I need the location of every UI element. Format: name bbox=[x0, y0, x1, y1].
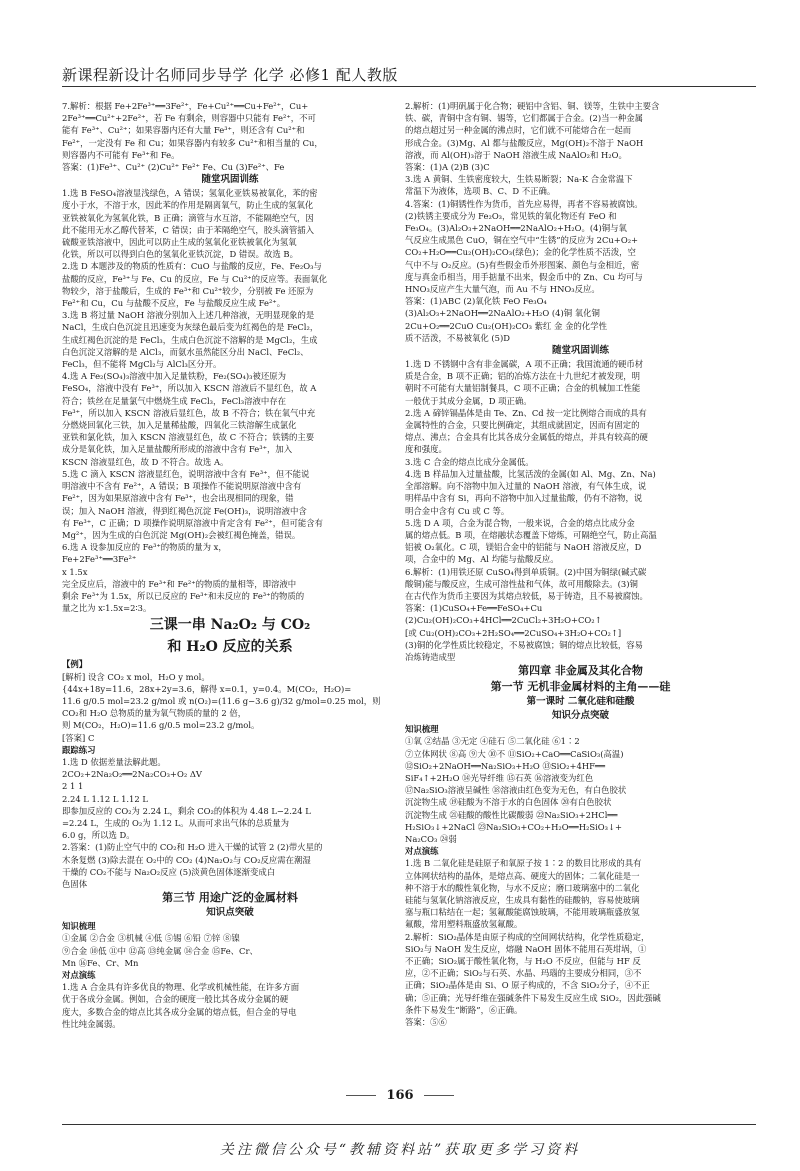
section-heading: 知识点突破 bbox=[206, 907, 254, 919]
text-line: 答案：(1)A (2)B (3)C bbox=[405, 162, 490, 173]
text-line: 的熔点超过另一种金属的沸点时，它们就不可能熔合在一起而 bbox=[405, 125, 632, 136]
text-line: 11.6 g/0.5 mol=23.2 g/mol 或 n(O₂)=(11.6 g−3.6 g)/32 g/mol=0.25 mol，则 bbox=[62, 695, 381, 706]
text-line: 1.选 A 合金具有许多优良的物理、化学或机械性能，在许多方面 bbox=[62, 982, 300, 993]
text-line: ⑦立体网状 ⑧高 ⑨大 ⑩不 ⑪SiO₂+CaO══CaSiO₃(高温) bbox=[405, 748, 624, 759]
text-line: 4.选 B 样品加入过量盐酸，比氢活泼的金属(如 Al、Mg、Zn、Na) bbox=[405, 468, 656, 479]
text-line: 形成合金。(3)Mg、Al 都与盐酸反应，Mg(OH)₂不溶于 NaOH bbox=[405, 137, 644, 148]
running-header: 新课程新设计名师同步导学 化学 必修1 配人教版 bbox=[62, 66, 398, 84]
section-heading: 三课一串 Na₂O₂ 与 CO₂ bbox=[149, 617, 311, 634]
text-line: CO₂和 H₂O 总物质的量为氧气物质的量的 2 倍， bbox=[62, 708, 247, 719]
text-line: 在古代作为货币主要因为其熔点较低，易于铸造，且不易被腐蚀。 bbox=[405, 590, 648, 601]
text-line: 3.选 C 合金的熔点比成分金属低。 bbox=[405, 456, 534, 467]
text-line: 剩余 Fe³⁺为 1.5x，所以已反应的 Fe³⁺和未反应的 Fe³⁺的物质的 bbox=[62, 590, 305, 601]
text-line: Na₂CO₃ ㉔弱 bbox=[405, 833, 457, 844]
section-heading: 第三节 用途广泛的金属材料 bbox=[162, 891, 298, 905]
text-line: 亚铁和氯化铁，加入 KSCN 溶液显红色，故 C 不符合；铁锈的主要 bbox=[62, 432, 315, 443]
text-line: 亚铁被氧化为氢氧化铁，B 正确；滴管与水互溶，不能隔绝空气，因 bbox=[62, 212, 314, 223]
text-line: 正确；SiO₂晶体是由 Si、O 原子构成的，不含 SiO₂分子，④不正 bbox=[405, 980, 650, 991]
text-line: 答案：(1)ABC (2)氧化铁 FeO Fe₃O₄ bbox=[405, 296, 547, 307]
text-line: ⑨合金 ⑩低 ⑪中 ⑫高 ⑬纯金属 ⑭合金 ⑮Fe、Cr、 bbox=[62, 945, 258, 956]
text-line: 能有 Fe³⁺、Cu²⁺；如果容器内还有大量 Fe³⁺，则还含有 Cu²⁺和 bbox=[62, 125, 305, 136]
section-heading: 知识分点突破 bbox=[551, 710, 609, 722]
text-line: 气中不与 O₂反应。(5)有些假金币外形图案、颜色与金相近，密 bbox=[405, 259, 640, 270]
text-line: 5.选 D A 项，合金为混合物，一般来说，合金的熔点比成分金 bbox=[405, 517, 635, 528]
text-line: 度与真金币相当，用手掂量不出来，假金币中的 Zn、Cu 均可与 bbox=[405, 271, 643, 282]
text-line: SiF₄↑+2H₂O ⑭光导纤维 ⑮石英 ⑯溶液变为红色 bbox=[405, 772, 594, 783]
text-line: 铝被 O₂氧化。C 项，镁铝合金中的铝能与 NaOH 溶液反应，D bbox=[405, 542, 642, 553]
text-line: 塞与瓶口粘结在一起；氢氟酸能腐蚀玻璃，不能用玻璃瓶盛放氢 bbox=[405, 907, 640, 918]
text-line: x 1.5x bbox=[62, 566, 88, 577]
text-line: 7.解析：根据 Fe+2Fe³⁺══3Fe²⁺，Fe+Cu²⁺══Cu+Fe²⁺，Cu+ bbox=[62, 101, 309, 111]
section-heading: 第四章 非金属及其化合物 bbox=[518, 664, 643, 678]
text-line: 误；加入 NaOH 溶液，得到红褐色沉淀 Fe(OH)₃，说明溶液中含 bbox=[62, 505, 307, 516]
text-line: 6.0 g，所以选 D。 bbox=[62, 830, 135, 841]
text-line: 6.选 A 设参加反应的 Fe³⁺的物质的量为 x， bbox=[62, 542, 227, 553]
text-line: 答案：⑤⑥ bbox=[405, 1017, 447, 1028]
text-line: HNO₃反应产生大量气泡，而 Au 不与 HNO₃反应。 bbox=[405, 284, 600, 295]
text-line: {44x+18y=11.6，28x+2y=3.6，解得 x=0.1，y=0.4。M(CO₂，H₂O)= bbox=[62, 683, 352, 694]
text-line: Fe²⁺和 Cu，Cu 与盐酸不反应，Fe 与盐酸反应生成 Fe²⁺。 bbox=[62, 298, 286, 309]
text-line: 气反应生成黑色 CuO，铜在空气中“生锈”的反应为 2Cu+O₂+ bbox=[405, 235, 639, 246]
text-line: 2Cu+O₂══2CuO Cu₂(OH)₂CO₃ 紫红 金 金的化学性 bbox=[405, 320, 607, 331]
text-line: (3)铜的化学性质比较稳定，不易被腐蚀；铜的熔点比较低，容易 bbox=[405, 639, 643, 650]
text-line: FeSO₄，溶液中没有 Fe³⁺，所以加入 KSCN 溶液后不显红色，故 A bbox=[62, 383, 317, 394]
text-line: ①氧 ②结晶 ③无定 ④硅石 ⑤二氧化硅 ⑥1∶2 bbox=[405, 736, 580, 747]
text-line: 有 Fe³⁺，C 正确；D 项操作说明原溶液中肯定含有 Fe²⁺，但可能含有 bbox=[62, 517, 323, 528]
text-line: 盐酸的反应，Fe³⁺与 Fe、Cu 的反应，Fe 与 Cu²⁺的反应等。表面氧化 bbox=[62, 273, 327, 284]
text-line: Fe²⁺，因为如果原溶液中含有 Fe³⁺，也会出现相同的现象，错 bbox=[62, 493, 294, 504]
text-line: 酸铜)能与酸反应，生成可溶性盐和气体，故可用酸除去。(3)铜 bbox=[405, 578, 638, 589]
text-line: 6.解析：(1)用铁还原 CuSO₄得到单质铜。(2)中国为铜绿(碱式碳 bbox=[405, 566, 647, 577]
text-line: H₂SiO₃↓+2NaCl ㉓Na₂SiO₃+CO₂+H₂O══H₂SiO₃↓+ bbox=[405, 821, 623, 832]
text-line: 2 1 1 bbox=[62, 781, 84, 792]
text-line: 1.选 D 依据差量法解此题。 bbox=[62, 756, 166, 767]
section-heading: 第一节 无机非金属材料的主角——硅 bbox=[490, 680, 671, 694]
text-line: Fe₃O₄。(3)Al₂O₃+2NaOH══2NaAlO₂+H₂O。(4)铜与氧 bbox=[405, 223, 627, 234]
text-line: 沉淀物生成 ⑲硅酸为不溶于水的白色固体 ⑳有白色胶状 bbox=[405, 797, 612, 808]
text-line: KSCN 溶液显红色，故 D 不符合。故选 A。 bbox=[62, 456, 229, 467]
text-line: 质不活泼，不易被氧化 (5)D bbox=[405, 332, 510, 343]
text-line: 3.选 A 黄铜、生铁密度较大，生铁易断裂；Na-K 合金常温下 bbox=[405, 174, 633, 185]
page-number-row bbox=[0, 1088, 800, 1103]
text-line: 符合；铁丝在足量氯气中燃烧生成 FeCl₃，FeCl₃溶液中存在 bbox=[62, 395, 287, 406]
text-line: [答案] C bbox=[62, 732, 95, 743]
text-line: 2Fe³⁺══Cu²⁺+2Fe²⁺，若 Fe 有剩余，则容器中只能有 Fe²⁺，不可 bbox=[62, 113, 316, 124]
text-line: 全部溶解。向不溶物中加入过量的 NaOH 溶液，有气体生成，说 bbox=[405, 481, 647, 492]
text-line: 种不溶于水的酸性氧化物，与水不反应；磨口玻璃塞中的二氧化 bbox=[405, 882, 640, 893]
text-line: 质是合金，B 项不正确；铝的冶炼方法在十九世纪才被发现，明 bbox=[405, 371, 640, 382]
text-line: 2.选 A 碲锌镉晶体是由 Te、Zn、Cd 按一定比例熔合而成的具有 bbox=[405, 407, 647, 418]
text-line: 答案：(1)Fe³⁺、Cu²⁺ (2)Cu²⁺ Fe²⁺ Fe、Cu (3)Fe²⁺、Fe bbox=[62, 162, 285, 173]
text-line: Fe+2Fe³⁺══3Fe²⁺ bbox=[62, 554, 137, 565]
text-line: 铁、碳，青铜中含有铜、锡等，它们都属于合金。(2)当一种金属 bbox=[405, 113, 643, 124]
text-line: 氟酸，常用塑料瓶盛放氢氟酸。 bbox=[405, 919, 523, 930]
text-line: 则 M(CO₂，H₂O)=11.6 g/0.5 mol=23.2 g/mol。 bbox=[62, 720, 260, 731]
left-column bbox=[62, 100, 398, 1030]
text-line: 度和强度。 bbox=[405, 444, 447, 455]
subsection-heading: 对点演练 bbox=[405, 846, 439, 857]
text-line: 性比纯金属弱。 bbox=[62, 1018, 121, 1029]
text-line: CO₂+H₂O══Cu₂(OH)₂CO₃(绿色)；金的化学性质不活泼，空 bbox=[405, 247, 636, 258]
section-heading: 和 H₂O 反应的关系 bbox=[167, 639, 293, 656]
section-heading: 随堂巩固训练 bbox=[201, 174, 259, 186]
text-line: 量之比为 x∶1.5x=2∶3。 bbox=[62, 603, 152, 614]
text-line: 色固体 bbox=[62, 878, 88, 889]
text-line: 一般优于其成分金属，D 项正确。 bbox=[405, 395, 532, 406]
text-line: (2)Cu₂(OH)₂CO₃+4HCl══2CuCl₂+3H₂O+CO₂↑ bbox=[405, 615, 602, 626]
text-line: 完全反应后，溶液中的 Fe³⁺和 Fe²⁺的物质的量相等，即溶液中 bbox=[62, 578, 297, 589]
text-line: 溶液，而 Al(OH)₃溶于 NaOH 溶液生成 NaAlO₂和 H₂O。 bbox=[405, 149, 627, 160]
text-line: 度小于水，不溶于水，因此苯的作用是隔离氧气，防止生成的氢氧化 bbox=[62, 200, 314, 211]
text-line: 度大，多数合金的熔点比其各成分金属的熔点低，但合金的导电 bbox=[62, 1006, 297, 1017]
text-line: 属的熔点低。B 项，在熔融状态覆盖下熔炼，可隔绝空气，防止高温 bbox=[405, 529, 657, 540]
right-column bbox=[405, 100, 756, 1028]
text-line: 4.答案：(1)铜锈性作为货币，首先应易得，再者不容易被腐蚀。 bbox=[405, 198, 643, 209]
text-line: 此不能用无水乙醇代替苯，C 错误；由于苯隔绝空气，胶头滴管插入 bbox=[62, 224, 314, 235]
text-line: 2.答案：(1)防止空气中的 CO₂和 H₂O 进入干燥的试管 2 (2)带火星的 bbox=[62, 842, 323, 853]
subsection-heading: 跟踪练习 bbox=[62, 744, 96, 755]
text-line: 应，②不正确；SiO₂与石英、水晶、玛瑙的主要成分相同，③不 bbox=[405, 968, 642, 979]
text-line: 分燃烧回氧化三铁，加入足量稀盐酸，四氧化三铁溶解生成氯化 bbox=[62, 420, 297, 431]
text-line: Fe²⁺，一定没有 Fe 和 Cu；如果容器内有较多 Cu²⁺和相当量的 Cu， bbox=[62, 137, 323, 148]
text-line: 明样品中含有 Si，再向不溶物中加入过量盐酸，仍有不溶物，说 bbox=[405, 493, 643, 504]
text-line: 项，合金中的 Mg、Al 均能与盐酸反应。 bbox=[405, 554, 559, 565]
page-number-rule-left bbox=[346, 1095, 376, 1096]
text-line: 冶炼铸造成型 bbox=[405, 651, 456, 662]
text-line: 木条复燃 (3)除去混在 O₂中的 CO₂ (4)Na₂O₂与 CO₂反应需在潮湿 bbox=[62, 854, 311, 865]
text-line: 则容器内不可能有 Fe³⁺和 Fe。 bbox=[62, 149, 180, 160]
text-line: 熔点、沸点；合金具有比其各成分金属低的熔点，并具有较高的硬 bbox=[405, 432, 648, 443]
text-line: 化铁，所以可以得到白色的氢氧化亚铁沉淀，D 错误。故选 B。 bbox=[62, 249, 298, 260]
text-line: 2.解析：(1)明矾属于化合物；硬铝中含铝、铜、镁等，生铁中主要含 bbox=[405, 101, 660, 111]
text-line: ①金属 ②合金 ③机械 ④低 ⑤锡 ⑥铅 ⑦锌 ⑧镍 bbox=[62, 933, 240, 944]
text-line: 常温下为液体，选项 B、C、D 不正确。 bbox=[405, 186, 556, 197]
text-line: SiO₂与 NaOH 发生反应，熔融 NaOH 固体不能用石英坩埚，① bbox=[405, 943, 647, 954]
text-line: 金属特性的合金，只要比例确定，其组成就固定，因而有固定的 bbox=[405, 420, 640, 431]
page-number-rule-right bbox=[424, 1095, 454, 1096]
text-line: 硫酸亚铁溶液中，因此可以防止生成的氢氧化亚铁被氧化为氢氧 bbox=[62, 237, 297, 248]
text-line: Mn ⑯Fe、Cr、Mn bbox=[62, 957, 139, 968]
section-heading: 第一课时 二氧化硅和硅酸 bbox=[526, 696, 635, 708]
text-line: ⑰Na₂SiO₃溶液呈碱性 ⑱溶液由红色变为无色，有白色胶状 bbox=[405, 785, 627, 796]
page-number: 166 bbox=[386, 1088, 414, 1103]
text-line: 明溶液中不含有 Fe²⁺，A 错误；B 项操作不能说明原溶液中含有 bbox=[62, 481, 302, 492]
text-line: 明合金中含有 Cu 或 C 等。 bbox=[405, 505, 510, 516]
text-line: 硅能与氢氧化钠溶液反应，生成具有黏性的硅酸钠，容易使玻璃 bbox=[405, 894, 640, 905]
text-line: 1.选 B FeSO₄溶液显浅绿色，A 错误；氢氧化亚铁易被氧化，苯的密 bbox=[62, 188, 318, 199]
text-line: 5.选 C 滴入 KSCN 溶液显红色，说明溶液中含有 Fe³⁺，但不能说 bbox=[62, 468, 310, 479]
text-line: 1.选 B 二氧化硅是硅原子和氧原子按 1∶2 的数目比形成的具有 bbox=[405, 858, 642, 869]
text-line: 优于各成分金属。例如，合金的硬度一般比其各成分金属的硬 bbox=[62, 994, 289, 1005]
text-line: 2.解析：SiO₂晶体是由原子构成的空间网状结构，化学性质稳定， bbox=[405, 931, 650, 942]
text-line: 生成红褐色沉淀的是 FeCl₃，生成白色沉淀不溶解的是 MgCl₂，生成 bbox=[62, 334, 318, 345]
subsection-heading: 【例】 bbox=[62, 659, 88, 670]
text-line: (2)铁锈主要成分为 Fe₂O₃，常见铁的氧化物还有 FeO 和 bbox=[405, 210, 617, 221]
text-line: Fe³⁺，所以加入 KSCN 溶液后显红色，故 B 不符合；铁在氧气中充 bbox=[62, 407, 316, 418]
text-line: ⑫SiO₂+2NaOH══Na₂SiO₃+H₂O ⑬SiO₂+4HF══ bbox=[405, 760, 606, 771]
text-line: 条件下易发生“断路”，⑥正确。 bbox=[405, 1004, 523, 1015]
text-line: Mg²⁺，因为生成的白色沉淀 Mg(OH)₂会被红褐色掩盖，错误。 bbox=[62, 529, 301, 540]
text-line: 朝时不可能有大量铝制餐具，C 项不正确；合金的机械加工性能 bbox=[405, 383, 641, 394]
text-line: 4.选 A Fe₂(SO₄)₃溶液中加入足量铁粉，Fe₂(SO₄)₃被还原为 bbox=[62, 371, 287, 382]
text-line: 2CO₂+2Na₂O₂══2Na₂CO₃+O₂ ΔV bbox=[62, 769, 202, 780]
text-line: [解析] 设含 CO₂ x mol，H₂O y mol。 bbox=[62, 671, 210, 682]
text-line: 确；⑤正确；光导纤维在强碱条件下易发生反应生成 SiO₂，因此强碱 bbox=[405, 992, 661, 1003]
text-line: FeCl₃，但不能将 MgCl₂与 AlCl₃区分开。 bbox=[62, 359, 222, 370]
text-line: 成分是氧化铁，加入足量盐酸所形成的溶液中含有 Fe³⁺，加入 bbox=[62, 444, 293, 455]
text-line: 2.24 L 1.12 L 1.12 L bbox=[62, 793, 148, 804]
subsection-heading: 对点演练 bbox=[62, 970, 96, 980]
text-line: NaCl，生成白色沉淀且迅速变为灰绿色最后变为红褐色的是 FeCl₂， bbox=[62, 322, 319, 333]
text-line: 1.选 D 不锈钢中含有非金属碳，A 项不正确；我国流通的硬币材 bbox=[405, 359, 644, 370]
footer-note: 关注微信公众号“教辅资料站”获取更多学习资料 bbox=[219, 1142, 581, 1158]
text-line: 沉淀物生成 ㉑硅酸的酸性比碳酸弱 ㉒Na₂SiO₃+2HCl══ bbox=[405, 809, 618, 820]
text-line: 答案：(1)CuSO₄+Fe══FeSO₄+Cu bbox=[405, 603, 543, 614]
text-line: 2.选 D 本题涉及的物质的性质有：CuO 与盐酸的反应，Fe、Fe₂O₃与 bbox=[62, 261, 322, 272]
text-line: 即参加反应的 CO₂为 2.24 L，剩余 CO₂的体积为 4.48 L−2.24 L bbox=[62, 805, 311, 816]
subsection-heading: 知识梳理 bbox=[405, 724, 439, 735]
text-line: 白色沉淀又溶解的是 AlCl₃，而氨水虽然能区分出 NaCl、FeCl₂、 bbox=[62, 346, 309, 357]
header-rule bbox=[62, 86, 756, 87]
footer-rule bbox=[62, 1124, 756, 1125]
text-line: 干燥的 CO₂不能与 Na₂O₂反应 (5)淡黄色固体逐渐变成白 bbox=[62, 866, 276, 877]
subsection-heading: 知识梳理 bbox=[62, 921, 96, 932]
text-line: [或 Cu₂(OH)₂CO₃+2H₂SO₄══2CuSO₄+3H₂O+CO₂↑] bbox=[405, 627, 622, 638]
section-heading: 随堂巩固训练 bbox=[551, 345, 609, 357]
text-line: (3)Al₂O₃+2NaOH══2NaAlO₂+H₂O (4)铜 氧化铜 bbox=[405, 308, 600, 319]
text-line: =2.24 L，生成的 O₂为 1.12 L。从而可求出气体的总质量为 bbox=[62, 817, 290, 828]
text-line: 3.选 B 将过量 NaOH 溶液分别加入上述几种溶液，无明显现象的是 bbox=[62, 310, 315, 321]
text-line: 立体网状结构的晶体，是熔点高、硬度大的固体；二氧化硅是一 bbox=[405, 870, 640, 881]
text-line: 不正确；SiO₂属于酸性氧化物，与 H₂O 不反应，但能与 HF 反 bbox=[405, 956, 641, 966]
text-line: 物较少，溶于盐酸后，生成的 Fe³⁺和 Cu²⁺较少，分别被 Fe 还原为 bbox=[62, 285, 314, 296]
